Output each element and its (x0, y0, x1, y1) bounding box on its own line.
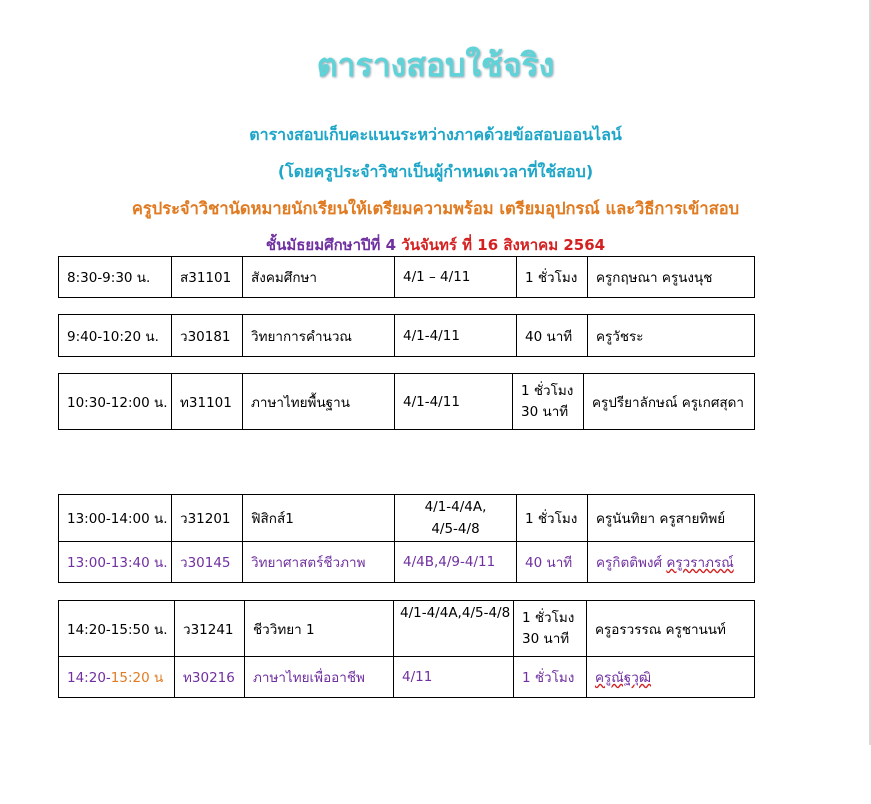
subject-name: ฟิสิกส์1 (243, 495, 395, 542)
subject-code: ว31201 (172, 495, 243, 542)
exam-duration: 40 นาที (517, 315, 588, 357)
subtitle-teacher-sets-time: (โดยครูประจำวิชาเป็นผู้กำหนดเวลาที่ใช้สอบ) (277, 162, 594, 181)
table-row (59, 315, 755, 357)
exam-time: 13:00-14:00 น. (59, 495, 172, 542)
teacher-names: ครูวัชระ (588, 315, 755, 357)
teacher-names: ครูปรียาลักษณ์ ครูเกศสุดา (584, 374, 755, 430)
class-range: 4/1 – 4/11 (395, 257, 517, 298)
subject-name: ภาษาไทยเพื่ออาชีพ (245, 657, 394, 698)
teacher-names: ครูกฤษณา ครูนงนุช (588, 257, 755, 298)
exam-time (59, 657, 175, 698)
duration-minutes: 30 นาที (521, 403, 569, 420)
class-range (395, 495, 517, 542)
exam-duration (514, 601, 587, 657)
subject-code: ท31101 (172, 374, 243, 430)
table-row (59, 657, 755, 698)
exam-time: 14:20-15:50 น. (59, 601, 175, 657)
schedule-table-1 (58, 256, 755, 298)
exam-duration (513, 374, 584, 430)
schedule-table-5 (58, 600, 755, 698)
teacher-name-1: ครูกิตติพงศ์ (596, 555, 663, 571)
subject-code: ว30145 (172, 542, 243, 583)
subject-name: สังคมศึกษา (243, 257, 395, 298)
duration-minutes: 30 นาที (522, 630, 570, 647)
class-range: 4/11 (394, 657, 514, 698)
table-row (59, 374, 755, 430)
class-range-line-2: 4/5-4/8 (431, 521, 480, 537)
exam-time: 13:00-13:40 น. (59, 542, 172, 583)
class-range: 4/1-4/11 (395, 315, 517, 357)
subject-code: ว31241 (175, 601, 245, 657)
class-range-line-1: 4/1-4/4A, (424, 499, 487, 515)
teacher-names: ครูอรวรรณ ครูชานนท์ (587, 601, 755, 657)
teacher-names (587, 657, 755, 698)
exam-duration: 1 ชั่วโมง (517, 495, 588, 542)
class-range: 4/1-4/11 (395, 374, 513, 430)
exam-duration: 1 ชั่วโมง (514, 657, 587, 698)
schedule-table-2 (58, 314, 755, 357)
exam-time: 10:30-12:00 น. (59, 374, 172, 430)
page-title: ตารางสอบใช้จริง (316, 46, 555, 84)
teacher-name: ครูณัฐวุฒิ (595, 670, 652, 686)
table-row (59, 495, 755, 542)
class-range: 4/1-4/4A,4/5-4/8 (394, 601, 514, 657)
schedule-table-4 (58, 494, 755, 583)
exam-time: 8:30-9:30 น. (59, 257, 172, 298)
subject-code: ท30216 (175, 657, 245, 698)
duration-hours: 1 ชั่วโมง (521, 382, 574, 399)
exam-time-start: 14:20- (67, 670, 111, 686)
subtitle-online-exam: ตารางสอบเก็บคะแนนระหว่างภาคด้วยข้อสอบออนไลน์ (249, 125, 622, 144)
subject-name: วิทยาศาสตร์ชีวภาพ (243, 542, 395, 583)
exam-time: 9:40-10:20 น. (59, 315, 172, 357)
subject-name: ชีววิทยา 1 (245, 601, 394, 657)
schedule-table-3 (58, 373, 755, 430)
teacher-name-2: ครูวราภรณ์ (666, 555, 734, 571)
table-row (59, 542, 755, 583)
subtitle-preparation-note: ครูประจำวิชานัดหมายนักเรียนให้เตรียมความพร้อม เตรียมอุปกรณ์ และวิธีการเข้าสอบ (131, 199, 740, 218)
exam-duration: 40 นาที (517, 542, 588, 583)
subject-code: ส31101 (172, 257, 243, 298)
teacher-names: ครูนันทิยา ครูสายทิพย์ (588, 495, 755, 542)
exam-date: วันจันทร์ ที่ 16 สิงหาคม 2564 (401, 236, 606, 254)
class-range: 4/4B,4/9-4/11 (395, 542, 517, 583)
subject-name: ภาษาไทยพื้นฐาน (243, 374, 395, 430)
exam-duration: 1 ชั่วโมง (517, 257, 588, 298)
grade-level: ชั้นมัธยมศึกษาปีที่ 4 (265, 236, 397, 254)
table-row (59, 257, 755, 298)
duration-hours: 1 ชั่วโมง (522, 609, 575, 626)
subject-code: ว30181 (172, 315, 243, 357)
exam-time-end: 15:20 น (110, 670, 164, 686)
date-line (0, 233, 871, 257)
teacher-names (588, 542, 755, 583)
table-row (59, 601, 755, 657)
subject-name: วิทยาการคำนวณ (243, 315, 395, 357)
